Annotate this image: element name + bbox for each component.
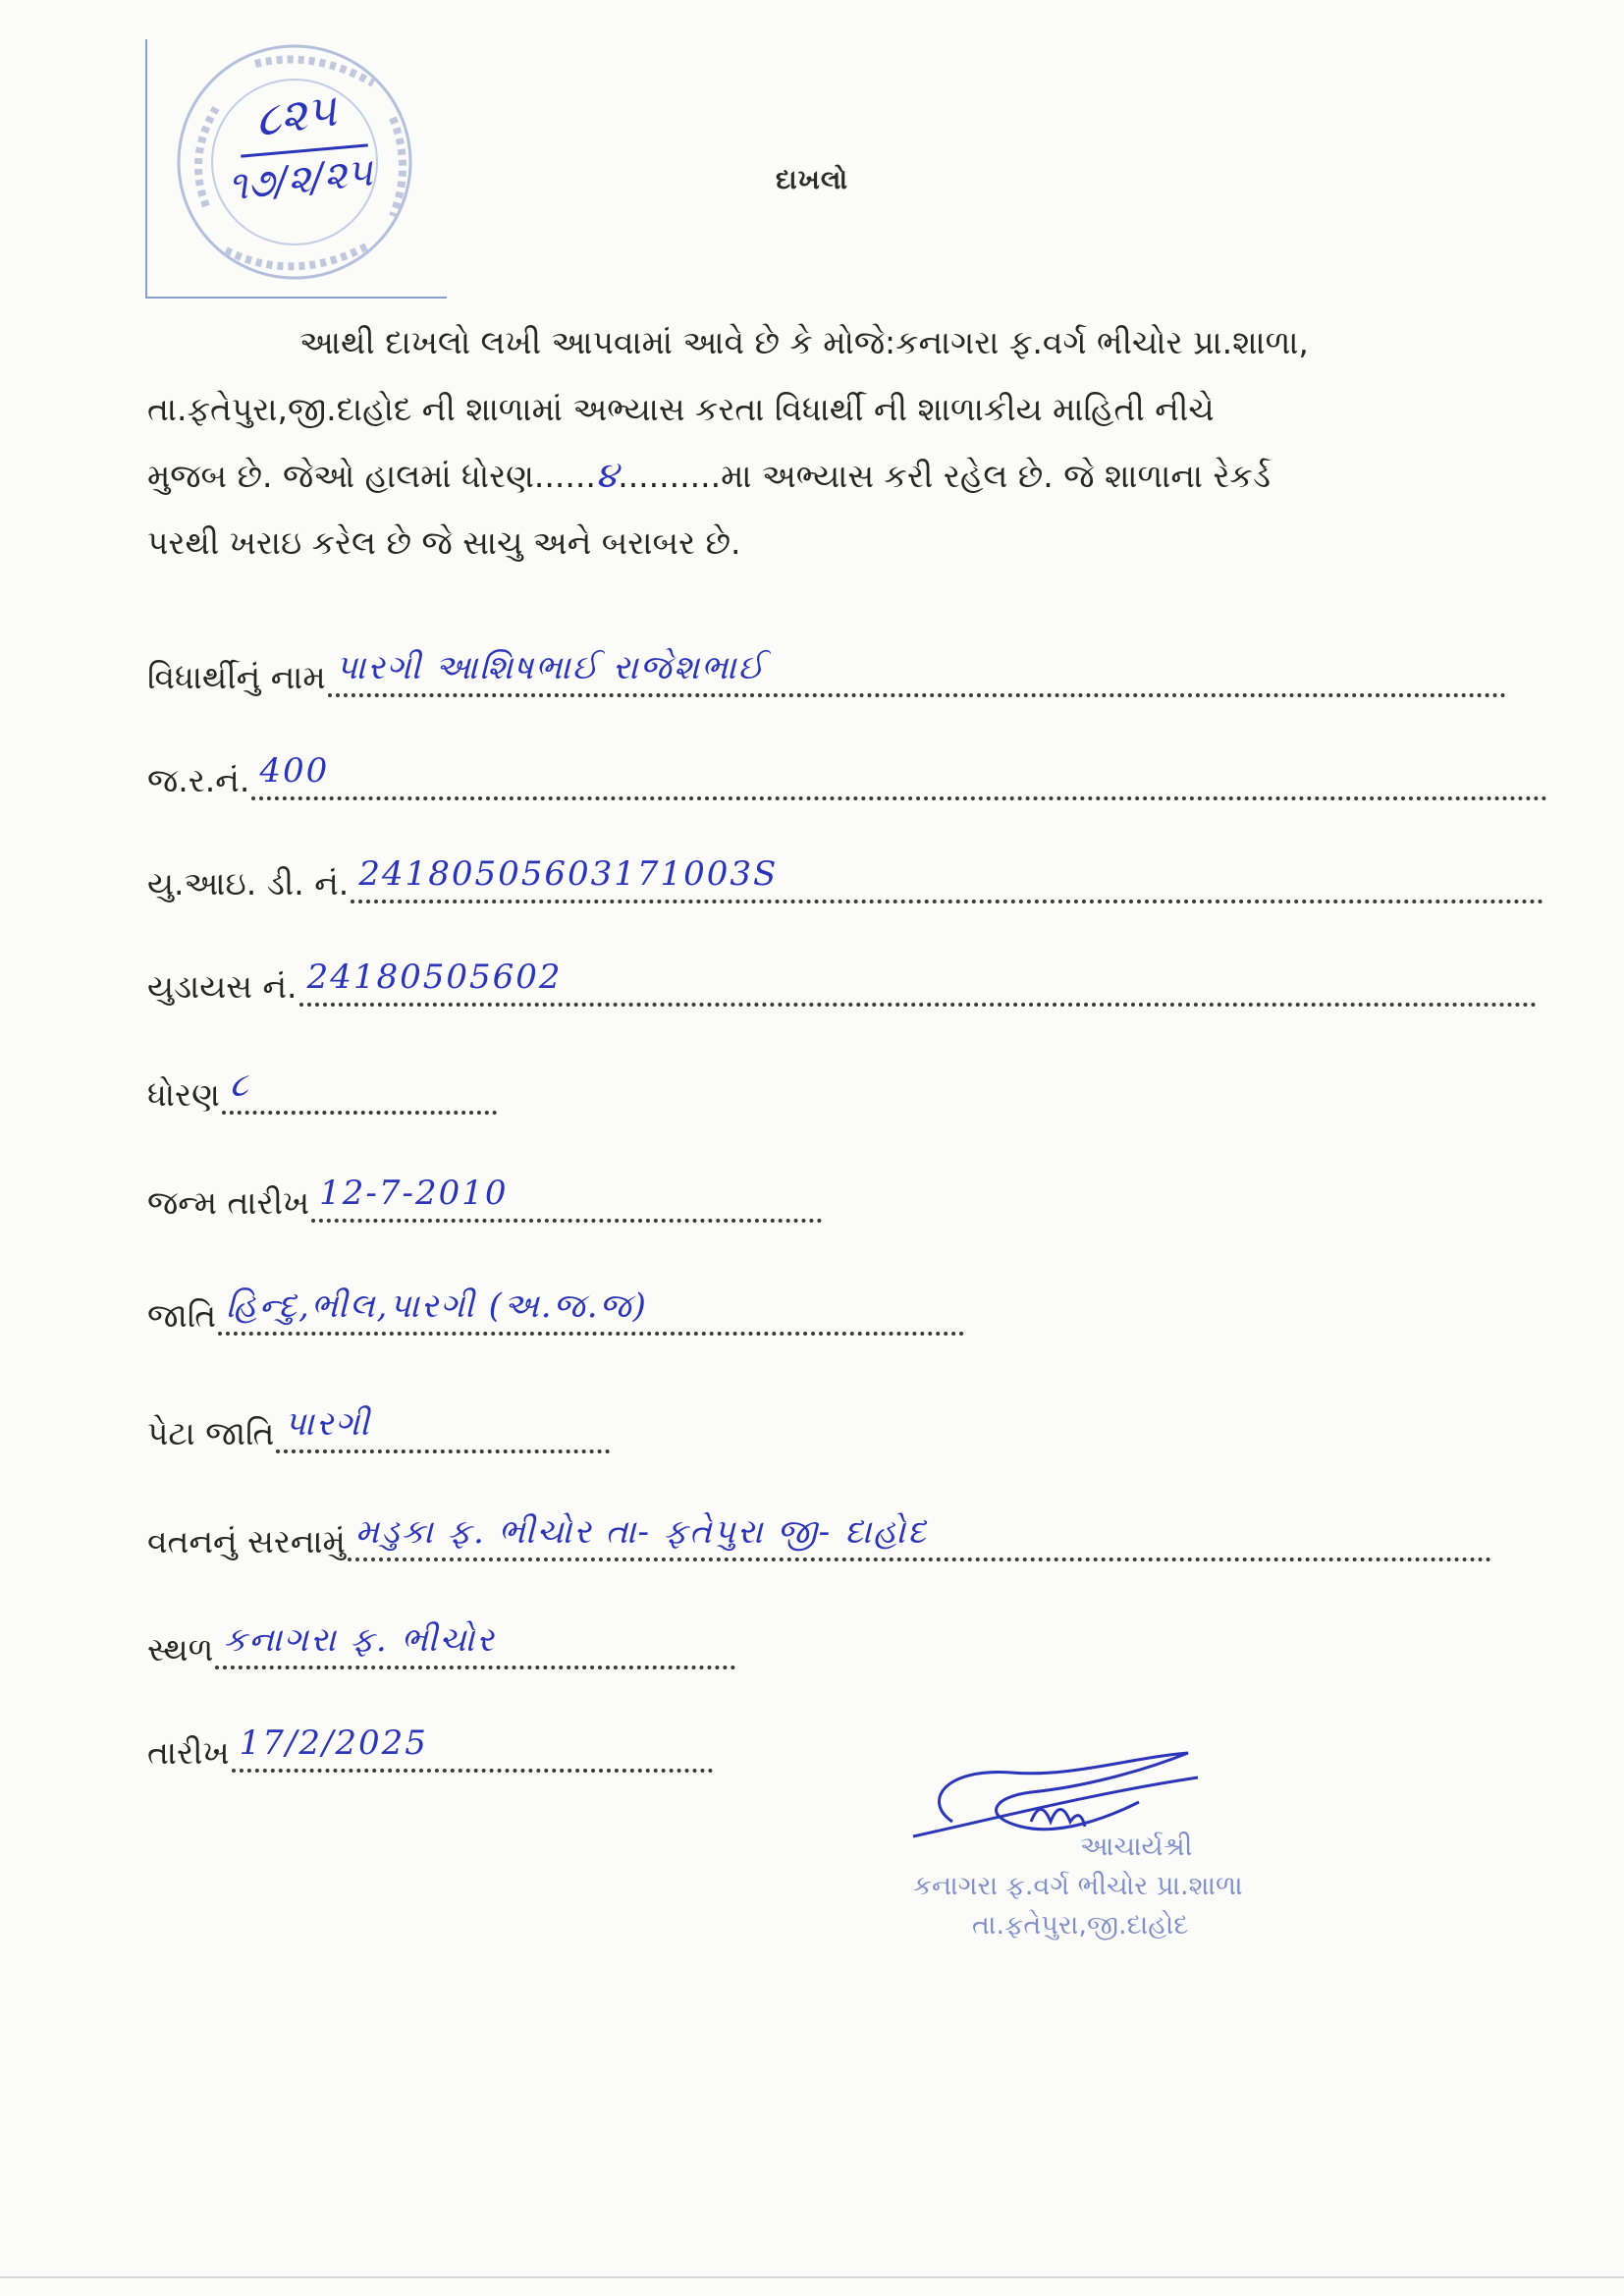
field-student-name bbox=[147, 638, 1506, 697]
field-place bbox=[147, 1611, 735, 1669]
field-birth-date bbox=[147, 1164, 822, 1223]
paragraph-line-3-end: ..........મા અભ્યાસ કરી રહેલ છે. જે શાળાના રેકર્ડ bbox=[618, 457, 1271, 495]
handwritten-standard: ૪ bbox=[595, 456, 619, 496]
field-label: સ્થળ bbox=[147, 1630, 214, 1668]
principal-signature-block bbox=[884, 1748, 1335, 1944]
field-native-address bbox=[147, 1503, 1491, 1561]
page-title: દાખલો bbox=[775, 165, 849, 195]
field-label: જાતિ bbox=[147, 1296, 217, 1335]
field-caste bbox=[147, 1277, 964, 1336]
field-label: યુ.આઇ. ડી. નં. bbox=[147, 864, 350, 902]
field-value: 12-7-2010 bbox=[319, 1174, 509, 1213]
field-label: વતનનું સરનામું bbox=[147, 1522, 346, 1560]
field-fill bbox=[222, 1066, 497, 1115]
field-value: મડુકા ફ. ભીચોર તા- ફતેપુરા જી- દાહોદ bbox=[354, 1512, 928, 1552]
field-udise-no bbox=[147, 948, 1537, 1007]
field-value: હિન્દુ,ભીલ,પારગી (અ.જ.જ) bbox=[226, 1286, 648, 1326]
field-label: જન્મ તારીખ bbox=[147, 1183, 310, 1222]
field-fill bbox=[251, 751, 1547, 800]
field-fill bbox=[299, 957, 1537, 1007]
certificate-paragraph bbox=[147, 309, 1600, 576]
field-value: 24180505603171003S bbox=[358, 854, 779, 894]
field-label: ધોરણ bbox=[147, 1075, 220, 1114]
stamp-date: ૧૭/૨/૨૫ bbox=[226, 149, 375, 210]
page-bottom-border bbox=[0, 2276, 1624, 2278]
field-label: તારીખ bbox=[147, 1733, 230, 1772]
field-fill bbox=[215, 1620, 735, 1669]
signature-place: તા.ફતેપુરા,જી.દાહોદ bbox=[972, 1910, 1189, 1941]
field-fill bbox=[276, 1404, 610, 1453]
field-fill bbox=[232, 1723, 713, 1773]
field-value: ૮ bbox=[229, 1066, 250, 1105]
paragraph-line-3-start: મુજબ છે. જેઓ હાલમાં ધોરણ...... bbox=[147, 457, 596, 495]
field-value: પારગી bbox=[284, 1404, 371, 1444]
paragraph-line-3 bbox=[147, 443, 1600, 510]
paragraph-line-4: પરથી ખરાઇ કરેલ છે જે સાચુ અને બરાબર છે. bbox=[147, 523, 741, 562]
field-label: વિધાર્થીનું નામ bbox=[147, 658, 326, 696]
field-fill bbox=[218, 1286, 964, 1336]
field-uid-no bbox=[147, 845, 1543, 903]
paragraph-line-1: આથી દાખલો લખી આપવામાં આવે છે કે મોજે:કનાગરા ફ.વર્ગ ભીચોર પ્રા.શાળા, bbox=[299, 323, 1309, 361]
stamp-number: ૮૨૫ bbox=[251, 82, 340, 147]
field-fill bbox=[348, 1512, 1491, 1561]
field-value: કનાગરા ફ. ભીચોર bbox=[223, 1620, 496, 1660]
field-fill bbox=[328, 648, 1506, 697]
field-register-no bbox=[147, 741, 1547, 800]
paragraph-line-2: તા.ફતેપુરા,જી.દાહોદ ની શાળામાં અભ્યાસ કરતા વિધાર્થી ની શાળાકીય માહિતી નીચે bbox=[147, 390, 1215, 428]
field-value: 400 bbox=[259, 751, 330, 791]
signature-role: આચાર્યશ્રી bbox=[1080, 1831, 1193, 1862]
field-label: યુડાયસ નં. bbox=[147, 967, 298, 1006]
field-fill bbox=[351, 854, 1543, 903]
field-value: પારગી આશિષભાઈ રાજેશભાઈ bbox=[335, 648, 766, 687]
field-value: 24180505602 bbox=[306, 957, 563, 997]
field-label: પેટા જાતિ bbox=[147, 1414, 275, 1452]
field-label: જ.ર.નં. bbox=[147, 761, 250, 799]
field-fill bbox=[311, 1174, 822, 1223]
field-standard bbox=[147, 1056, 497, 1115]
field-sub-caste bbox=[147, 1394, 610, 1453]
field-value: 17/2/2025 bbox=[239, 1723, 428, 1763]
signature-school: કનાગરા ફ.વર્ગ ભીચોર પ્રા.શાળા bbox=[913, 1871, 1243, 1901]
field-date bbox=[147, 1714, 713, 1773]
